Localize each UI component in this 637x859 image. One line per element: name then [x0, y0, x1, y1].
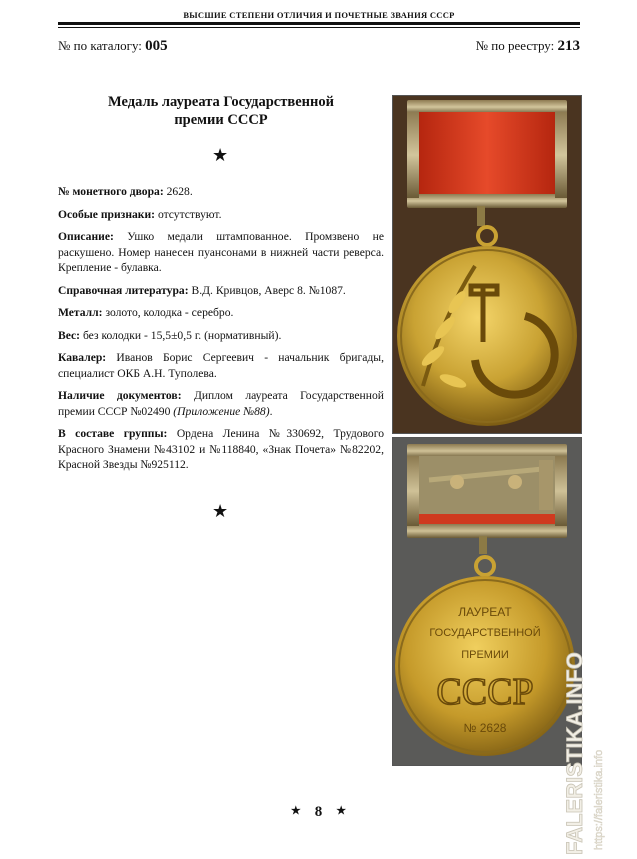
mint-label: № монетного двора:: [58, 185, 164, 198]
item-title: [58, 93, 384, 129]
registry-label: № по реестру:: [475, 38, 555, 53]
field-features: [58, 207, 384, 223]
catalog-number: 005: [145, 38, 168, 54]
reverse-text-line-3: ПРЕМИИ: [461, 649, 509, 661]
registry-number-line: [476, 38, 580, 55]
medal-obverse-image: [393, 96, 581, 433]
literature-value: В.Д. Кривцов, Аверс 8. №1087.: [191, 283, 346, 297]
field-mint: [58, 184, 384, 200]
header-rule-thin: [58, 27, 580, 28]
reverse-text-line-1: ЛАУРЕАТ: [458, 605, 512, 619]
watermark-logo: [560, 650, 620, 859]
field-documents: [58, 388, 384, 419]
running-header: ВЫСШИЕ СТЕПЕНИ ОТЛИЧИЯ И ПОЧЕТНЫЕ ЗВАНИЯ СССР: [183, 10, 455, 20]
description-value: Ушко медали штампованное. Промзвено не раскушено. Номер нанесен пуансонами в нижней части реверса. Крепление - булавка.: [58, 230, 384, 274]
medal-reverse-photo: [392, 437, 582, 766]
medal-obverse-photo: [392, 95, 582, 434]
footer-star-right: ★: [336, 805, 347, 817]
metal-label: Металл:: [58, 306, 103, 319]
catalog-label: № по каталогу:: [58, 38, 142, 53]
documents-value: Диплом лауреата Государственной премии СССР №02490: [58, 389, 384, 418]
metal-value: золото, колодка - серебро.: [105, 306, 234, 319]
group-value: Ордена Ленина №330692, Трудового Красного Знамени №43102 и №118840, «Знак Почета» №82202, Красной Звезды №925112.: [58, 427, 384, 471]
field-description: [58, 229, 384, 276]
documents-label: Наличие документов:: [58, 389, 182, 402]
weight-value: без колодки - 15,5±0,5 г. (нормативный).: [82, 328, 282, 342]
features-value: отсутствуют.: [157, 207, 222, 221]
footer-star-left: ★: [290, 805, 301, 817]
title-line-2: премии СССР: [174, 112, 268, 128]
page-number: 8: [314, 804, 323, 820]
description-label: Описание:: [58, 230, 114, 243]
holder-label: Кавалер:: [58, 351, 107, 364]
item-description: [58, 184, 384, 480]
field-literature: [58, 283, 384, 299]
field-metal: [58, 305, 384, 321]
title-line-1: Медаль лауреата Государственной: [108, 94, 334, 110]
registry-number: 213: [557, 38, 580, 54]
catalog-number-line: [58, 38, 168, 55]
page-footer: [0, 804, 637, 821]
field-group: [58, 426, 384, 473]
watermark-url: https://faleristika.info: [593, 749, 605, 850]
watermark-brand: FALERISTIKA.INFO: [562, 652, 587, 855]
header-rule-thick: [58, 22, 580, 25]
star-divider-top: ★: [212, 145, 229, 165]
star-divider-bottom: ★: [212, 501, 229, 521]
field-weight: [58, 328, 384, 344]
documents-appendix: (Приложение №88): [173, 404, 270, 418]
reverse-text-line-4: СССР: [436, 671, 534, 713]
mint-value: 2628.: [166, 185, 193, 198]
medal-reverse-image: [393, 438, 581, 765]
literature-label: Справочная литература:: [58, 283, 189, 297]
field-holder: [58, 350, 384, 381]
documents-end: .: [269, 404, 273, 418]
holder-value: Иванов Борис Сергеевич - начальник бригады, специалист ОКБ А.Н. Туполева.: [58, 351, 384, 380]
reverse-text-line-2: ГОСУДАРСТВЕННОЙ: [429, 627, 541, 639]
weight-label: Вес:: [58, 328, 81, 342]
features-label: Особые признаки:: [58, 207, 156, 221]
group-label: В составе группы:: [58, 427, 168, 440]
reverse-number: № 2628: [463, 721, 507, 735]
